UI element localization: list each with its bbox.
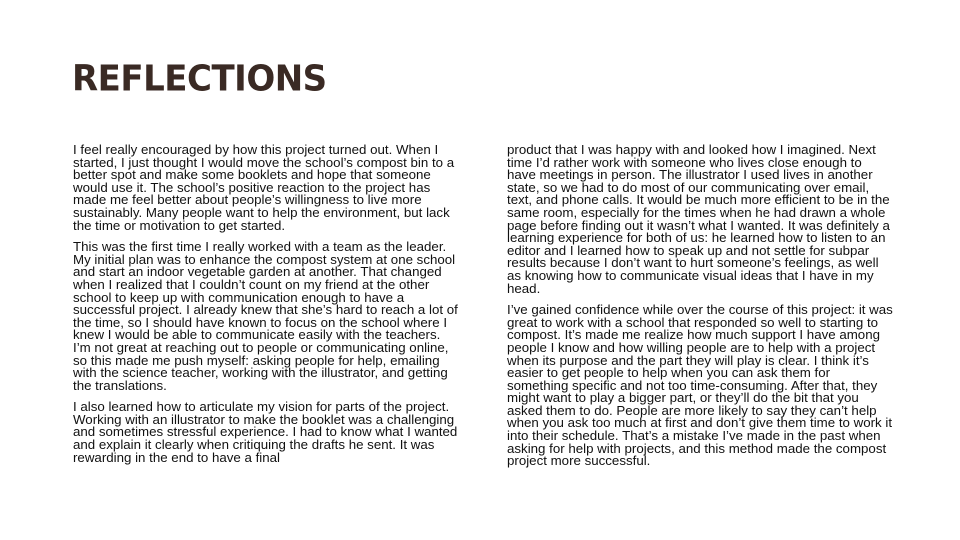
paragraph: I’ve gained confidence while over the course of this project: it was great to work with a school that responded so well to starting to compost. It’s made me realize how much support I have among people I know and how willing people are to help with a project when its purpose and the part they will play is clear. I think it’s easier to get people to help when you can ask them for something specific and not too time-consuming. After that, they might want to play a bigger part, or they’ll do the bit that you asked them to do. People are more likely to say they can’t help when you ask too much at first and don’t give them time to work it into their schedule. That’s a mistake I’ve made in the past when asking for help with projects, and this method made the compost project more successful. [507, 302, 893, 469]
paragraph: I also learned how to articulate my vision for parts of the project. Working with an illustrator to make the booklet was a challenging and sometimes stressful experience. I had to know what I wanted and explain it clearly when critiquing the drafts he sent. It was rewarding in the end to have a final [73, 399, 458, 465]
slide-title: REFLECTIONS [72, 58, 327, 100]
right-column [507, 144, 893, 477]
left-column [73, 144, 461, 473]
paragraph: I feel really encouraged by how this project turned out. When I started, I just thought I would move the school’s compost bin to a better spot and make some booklets and hope that someone would use it. The school’s positive reaction to the project has made me feel better about people’s willingness to live more sustainably. Many people want to help the environment, but lack the time or motivation to get started. [73, 142, 455, 233]
paragraph: This was the first time I really worked with a team as the leader. My initial plan was to enhance the compost system at one school and start an indoor vegetable garden at another. That changed when I realized that I couldn’t count on my friend at the other school to keep up with communication enough to have a successful project. I already knew that she’s hard to reach a lot of the time, so I should have known to focus on the school where I knew I would be able to communicate easily with the teachers. I’m not great at reaching out to people or communicating online, so this made me push myself: asking people for help, emailing with the science teacher, working with the illustrator, and getting the translations. [73, 239, 458, 393]
paragraph: product that I was happy with and looked how I imagined. Next time I’d rather work with someone who lives close enough to have meetings in person. The illustrator I used lives in another state, so we had to do most of our communicating over email, text, and phone calls. It would be much more efficient to be in the same room, especially for the times when he had drawn a whole page before finding out it wasn’t what I wanted. It was definitely a learning experience for both of us: he learned how to listen to an editor and I learned how to speak up and not settle for subpar results because I don’t want to hurt someone’s feelings, as well as knowing how to communicate visual ideas that I have in my head. [507, 142, 890, 296]
